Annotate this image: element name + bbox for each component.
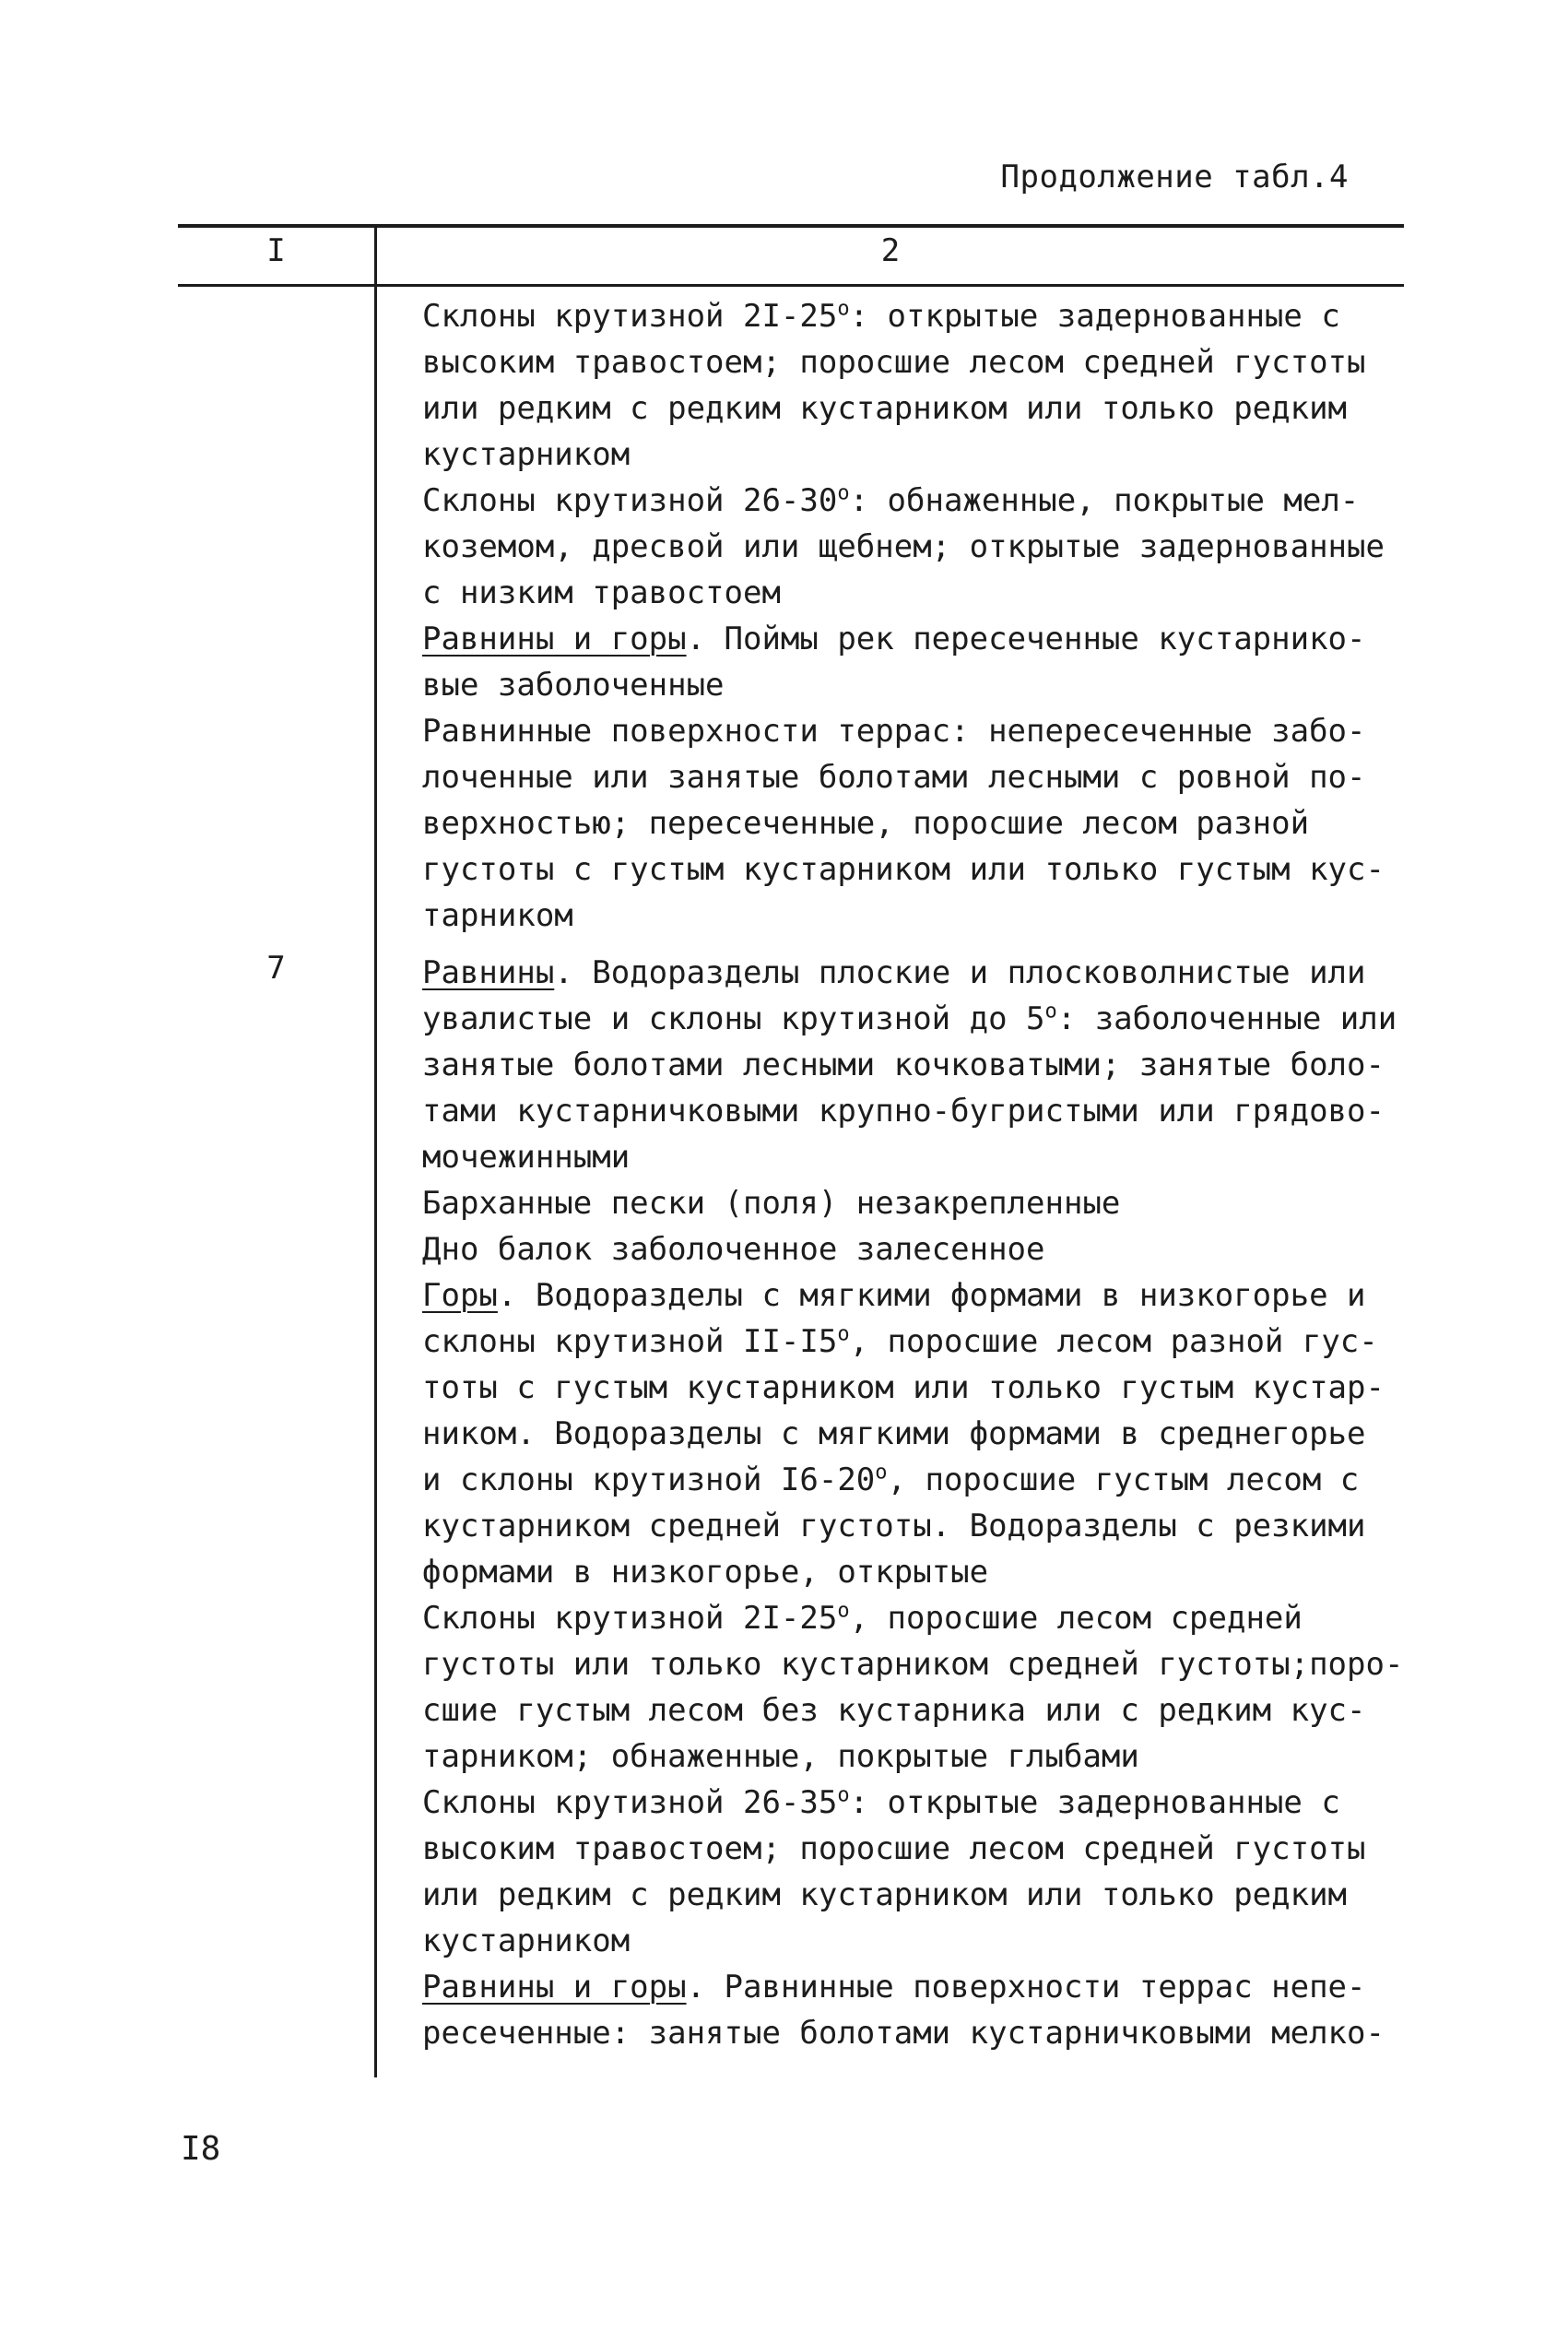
text-line bbox=[422, 1134, 1418, 1180]
text-segment: густоты с густым кустарником или только густым кус- bbox=[422, 851, 1385, 888]
text-line bbox=[422, 339, 1418, 385]
degree-superscript: о bbox=[1044, 1000, 1057, 1024]
text-segment: занятые болотами лесными кочковатыми; занятые боло- bbox=[422, 1047, 1385, 1083]
text-segment: . Равнинные поверхности террас непе- bbox=[686, 1969, 1366, 2006]
text-segment: кустарником bbox=[422, 436, 631, 473]
table-column-divider bbox=[374, 224, 377, 2077]
text-line bbox=[422, 432, 1418, 478]
text-segment: . Водоразделы с мягкими формами в низкогорье и bbox=[497, 1277, 1366, 1314]
text-segment: тарником; обнаженные, покрытые глыбами bbox=[422, 1738, 1139, 1775]
degree-superscript: о bbox=[837, 1783, 850, 1807]
text-line bbox=[422, 1319, 1418, 1365]
page-number: I8 bbox=[181, 2130, 221, 2168]
text-line bbox=[422, 1549, 1418, 1595]
text-line bbox=[422, 996, 1418, 1042]
text-line bbox=[422, 800, 1418, 846]
text-segment: или редким с редким кустарником или только редким bbox=[422, 1876, 1348, 1913]
underlined-heading: Равнины и горы bbox=[422, 621, 687, 657]
degree-superscript: о bbox=[875, 1461, 888, 1485]
text-line bbox=[422, 1826, 1418, 1872]
table-entry bbox=[422, 478, 1418, 616]
table-entry bbox=[422, 1226, 1418, 1272]
text-segment: лоченные или занятые болотами лесными с ровной по- bbox=[422, 759, 1366, 796]
text-line bbox=[422, 616, 1418, 662]
underlined-heading: Равнины и горы bbox=[422, 1969, 687, 2006]
text-segment: высоким травостоем; поросшие лесом средней густоты bbox=[422, 344, 1366, 381]
text-line bbox=[422, 1042, 1418, 1088]
text-segment: и склоны крутизной I6-20 bbox=[422, 1461, 876, 1498]
text-segment: Барханные пески (поля) незакрепленные bbox=[422, 1185, 1121, 1222]
text-segment: верхностью; пересеченные, поросшие лесом разной bbox=[422, 805, 1310, 842]
text-segment: сшие густым лесом без кустарника или с редким кус- bbox=[422, 1692, 1366, 1729]
text-line bbox=[422, 570, 1418, 616]
text-segment: : открытые задернованные с bbox=[849, 1784, 1340, 1821]
text-line bbox=[422, 385, 1418, 432]
text-line bbox=[422, 1503, 1418, 1549]
degree-superscript: о bbox=[837, 1599, 850, 1623]
text-line bbox=[422, 293, 1418, 339]
text-line bbox=[422, 1272, 1418, 1319]
text-segment: Дно балок заболоченное залесенное bbox=[422, 1231, 1045, 1268]
table-entry bbox=[422, 950, 1418, 1180]
text-line bbox=[422, 754, 1418, 800]
text-segment: : открытые задернованные с bbox=[849, 298, 1340, 335]
text-segment: склоны крутизной II-I5 bbox=[422, 1323, 838, 1360]
text-segment: Склоны крутизной 2I-25 bbox=[422, 298, 838, 335]
text-segment: кустарником bbox=[422, 1923, 631, 1959]
text-line bbox=[422, 478, 1418, 524]
text-segment: . Поймы рек пересеченные кустарнико- bbox=[686, 621, 1366, 657]
table-header-rule bbox=[178, 284, 1404, 287]
text-segment: коземом, дресвой или щебнем; открытые задернованные bbox=[422, 528, 1385, 565]
text-segment: с низким травостоем bbox=[422, 574, 781, 611]
text-segment: : обнаженные, покрытые мел- bbox=[849, 482, 1360, 519]
text-segment: Равнинные поверхности террас: непересеченные забо- bbox=[422, 713, 1366, 750]
column-header-2: 2 bbox=[880, 232, 901, 269]
text-line bbox=[422, 1780, 1418, 1826]
degree-superscript: о bbox=[837, 1322, 850, 1346]
text-line bbox=[422, 1872, 1418, 1918]
degree-superscript: о bbox=[837, 297, 850, 321]
group-number: 7 bbox=[266, 950, 286, 987]
text-line bbox=[422, 1226, 1418, 1272]
text-segment: : заболоченные или bbox=[1056, 1000, 1397, 1037]
text-line bbox=[422, 662, 1418, 708]
text-line bbox=[422, 524, 1418, 570]
degree-superscript: о bbox=[837, 481, 850, 505]
table-continuation-caption: Продолжение табл.4 bbox=[1000, 159, 1349, 195]
text-segment: или редким с редким кустарником или только редким bbox=[422, 390, 1348, 427]
text-line bbox=[422, 1595, 1418, 1641]
underlined-heading: Горы bbox=[422, 1277, 498, 1314]
text-segment: , поросшие лесом средней bbox=[849, 1600, 1303, 1637]
table-entry bbox=[422, 293, 1418, 478]
text-line bbox=[422, 1918, 1418, 1964]
table-column-2-content bbox=[422, 293, 1418, 2056]
text-line bbox=[422, 2010, 1418, 2056]
text-segment: тоты с густым кустарником или только густым кустар- bbox=[422, 1369, 1385, 1406]
text-line bbox=[422, 1365, 1418, 1411]
underlined-heading: Равнины bbox=[422, 954, 555, 991]
text-line bbox=[422, 1457, 1418, 1503]
text-segment: , поросшие густым лесом с bbox=[887, 1461, 1360, 1498]
text-segment: Склоны крутизной 2I-25 bbox=[422, 1600, 838, 1637]
text-segment: тарником bbox=[422, 897, 573, 934]
text-segment: увалистые и склоны крутизной до 5 bbox=[422, 1000, 1045, 1037]
text-segment: ресеченные: занятые болотами кустарничковыми мелко- bbox=[422, 2015, 1385, 2052]
text-line bbox=[422, 708, 1418, 754]
text-segment: мочежинными bbox=[422, 1139, 631, 1176]
table-entry bbox=[422, 616, 1418, 708]
table-entry bbox=[422, 1272, 1418, 1595]
text-line bbox=[422, 1411, 1418, 1457]
column-header-1: I bbox=[266, 232, 286, 269]
text-segment: вые заболоченные bbox=[422, 667, 725, 704]
text-segment: высоким травостоем; поросшие лесом средней густоты bbox=[422, 1830, 1366, 1867]
text-line bbox=[422, 1733, 1418, 1780]
table-entry bbox=[422, 1180, 1418, 1226]
text-segment: кустарником средней густоты. Водоразделы с резкими bbox=[422, 1508, 1366, 1544]
text-line bbox=[422, 893, 1418, 939]
table-entry bbox=[422, 1964, 1418, 2056]
text-line bbox=[422, 1687, 1418, 1733]
text-segment: Склоны крутизной 26-30 bbox=[422, 482, 838, 519]
text-segment: ником. Водоразделы с мягкими формами в среднегорье bbox=[422, 1415, 1366, 1452]
text-line bbox=[422, 1088, 1418, 1134]
table-entry bbox=[422, 1595, 1418, 1780]
text-segment: густоты или только кустарником средней густоты;поро- bbox=[422, 1646, 1404, 1683]
text-line bbox=[422, 1964, 1418, 2010]
text-segment: тами кустарничковыми крупно-бугристыми или грядово- bbox=[422, 1093, 1385, 1130]
table-entry bbox=[422, 1780, 1418, 1964]
text-segment: формами в низкогорье, открытые bbox=[422, 1554, 989, 1591]
table-top-rule bbox=[178, 224, 1404, 228]
text-segment: , поросшие лесом разной гус- bbox=[849, 1323, 1378, 1360]
text-segment: Склоны крутизной 26-35 bbox=[422, 1784, 838, 1821]
text-line bbox=[422, 950, 1418, 996]
text-line bbox=[422, 1180, 1418, 1226]
text-line bbox=[422, 1641, 1418, 1687]
text-line bbox=[422, 846, 1418, 893]
table-entry bbox=[422, 708, 1418, 939]
text-segment: . Водоразделы плоские и плосковолнистые или bbox=[554, 954, 1366, 991]
